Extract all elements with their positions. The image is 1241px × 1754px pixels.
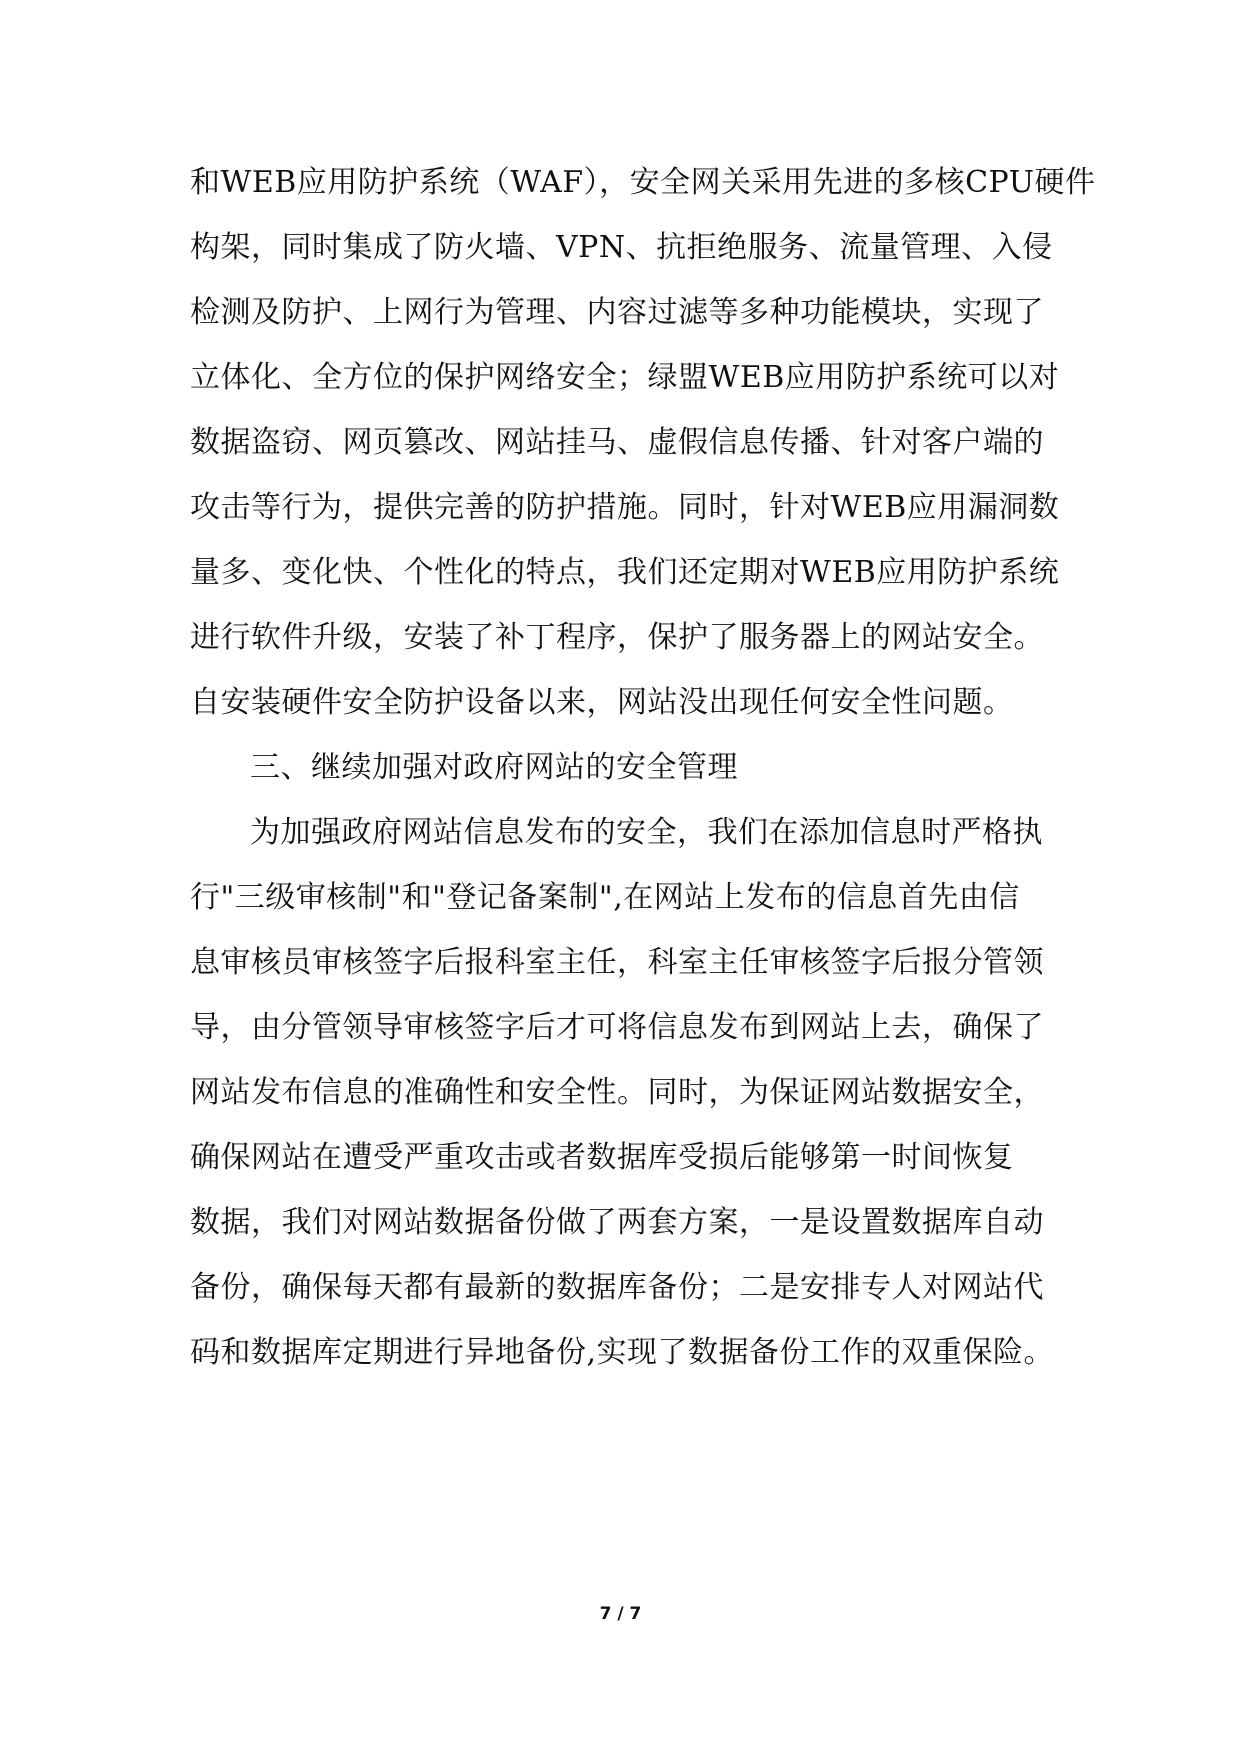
paragraph-1-line-2: 构架，同时集成了防火墙、VPN、抗拒绝服务、流量管理、入侵 <box>190 230 1053 265</box>
page-number: 7 / 7 <box>599 1604 642 1624</box>
paragraph-1-line-7: 量多、变化快、个性化的特点，我们还定期对WEB应用防护系统 <box>190 555 1060 590</box>
paragraph-1-line-1: 和WEB应用防护系统（WAF），安全网关采用先进的多核CPU硬件 <box>190 165 1096 200</box>
paragraph-2-line-2: 行"三级审核制"和"登记备案制",在网站上发布的信息首先由信 <box>190 880 1020 915</box>
paragraph-2-line-5: 网站发布信息的准确性和安全性。同时，为保证网站数据安全， <box>190 1075 1044 1110</box>
paragraph-1-line-9: 自安装硬件安全防护设备以来，网站没出现任何安全性问题。 <box>190 685 1014 720</box>
paragraph-2-line-4: 导，由分管领导审核签字后才可将信息发布到网站上去，确保了 <box>190 1010 1044 1045</box>
paragraph-1-line-6: 攻击等行为，提供完善的防护措施。同时，针对WEB应用漏洞数 <box>190 490 1060 525</box>
paragraph-2-line-9: 码和数据库定期进行异地备份,实现了数据备份工作的双重保险。 <box>190 1335 1055 1370</box>
paragraph-2-line-6: 确保网站在遭受严重攻击或者数据库受损后能够第一时间恢复 <box>190 1140 1014 1175</box>
paragraph-2-line-7: 数据，我们对网站数据备份做了两套方案，一是设置数据库自动 <box>190 1205 1044 1240</box>
paragraph-2-line-1: 为加强政府网站信息发布的安全，我们在添加信息时严格执 <box>250 815 1043 850</box>
document-body <box>190 150 1096 1385</box>
paragraph-1-line-4: 立体化、全方位的保护网络安全；绿盟WEB应用防护系统可以对 <box>190 360 1060 395</box>
paragraph-2-line-8: 备份，确保每天都有最新的数据库备份；二是安排专人对网站代 <box>190 1270 1044 1305</box>
paragraph-1-line-3: 检测及防护、上网行为管理、内容过滤等多种功能模块，实现了 <box>190 295 1044 330</box>
paragraph-1-line-8: 进行软件升级，安装了补丁程序，保护了服务器上的网站安全。 <box>190 620 1044 655</box>
paragraph-1-line-5: 数据盗窃、网页篡改、网站挂马、虚假信息传播、针对客户端的 <box>190 425 1044 460</box>
section-heading: 三、继续加强对政府网站的安全管理 <box>250 750 738 785</box>
paragraph-2-line-3: 息审核员审核签字后报科室主任，科室主任审核签字后报分管领 <box>190 945 1044 980</box>
